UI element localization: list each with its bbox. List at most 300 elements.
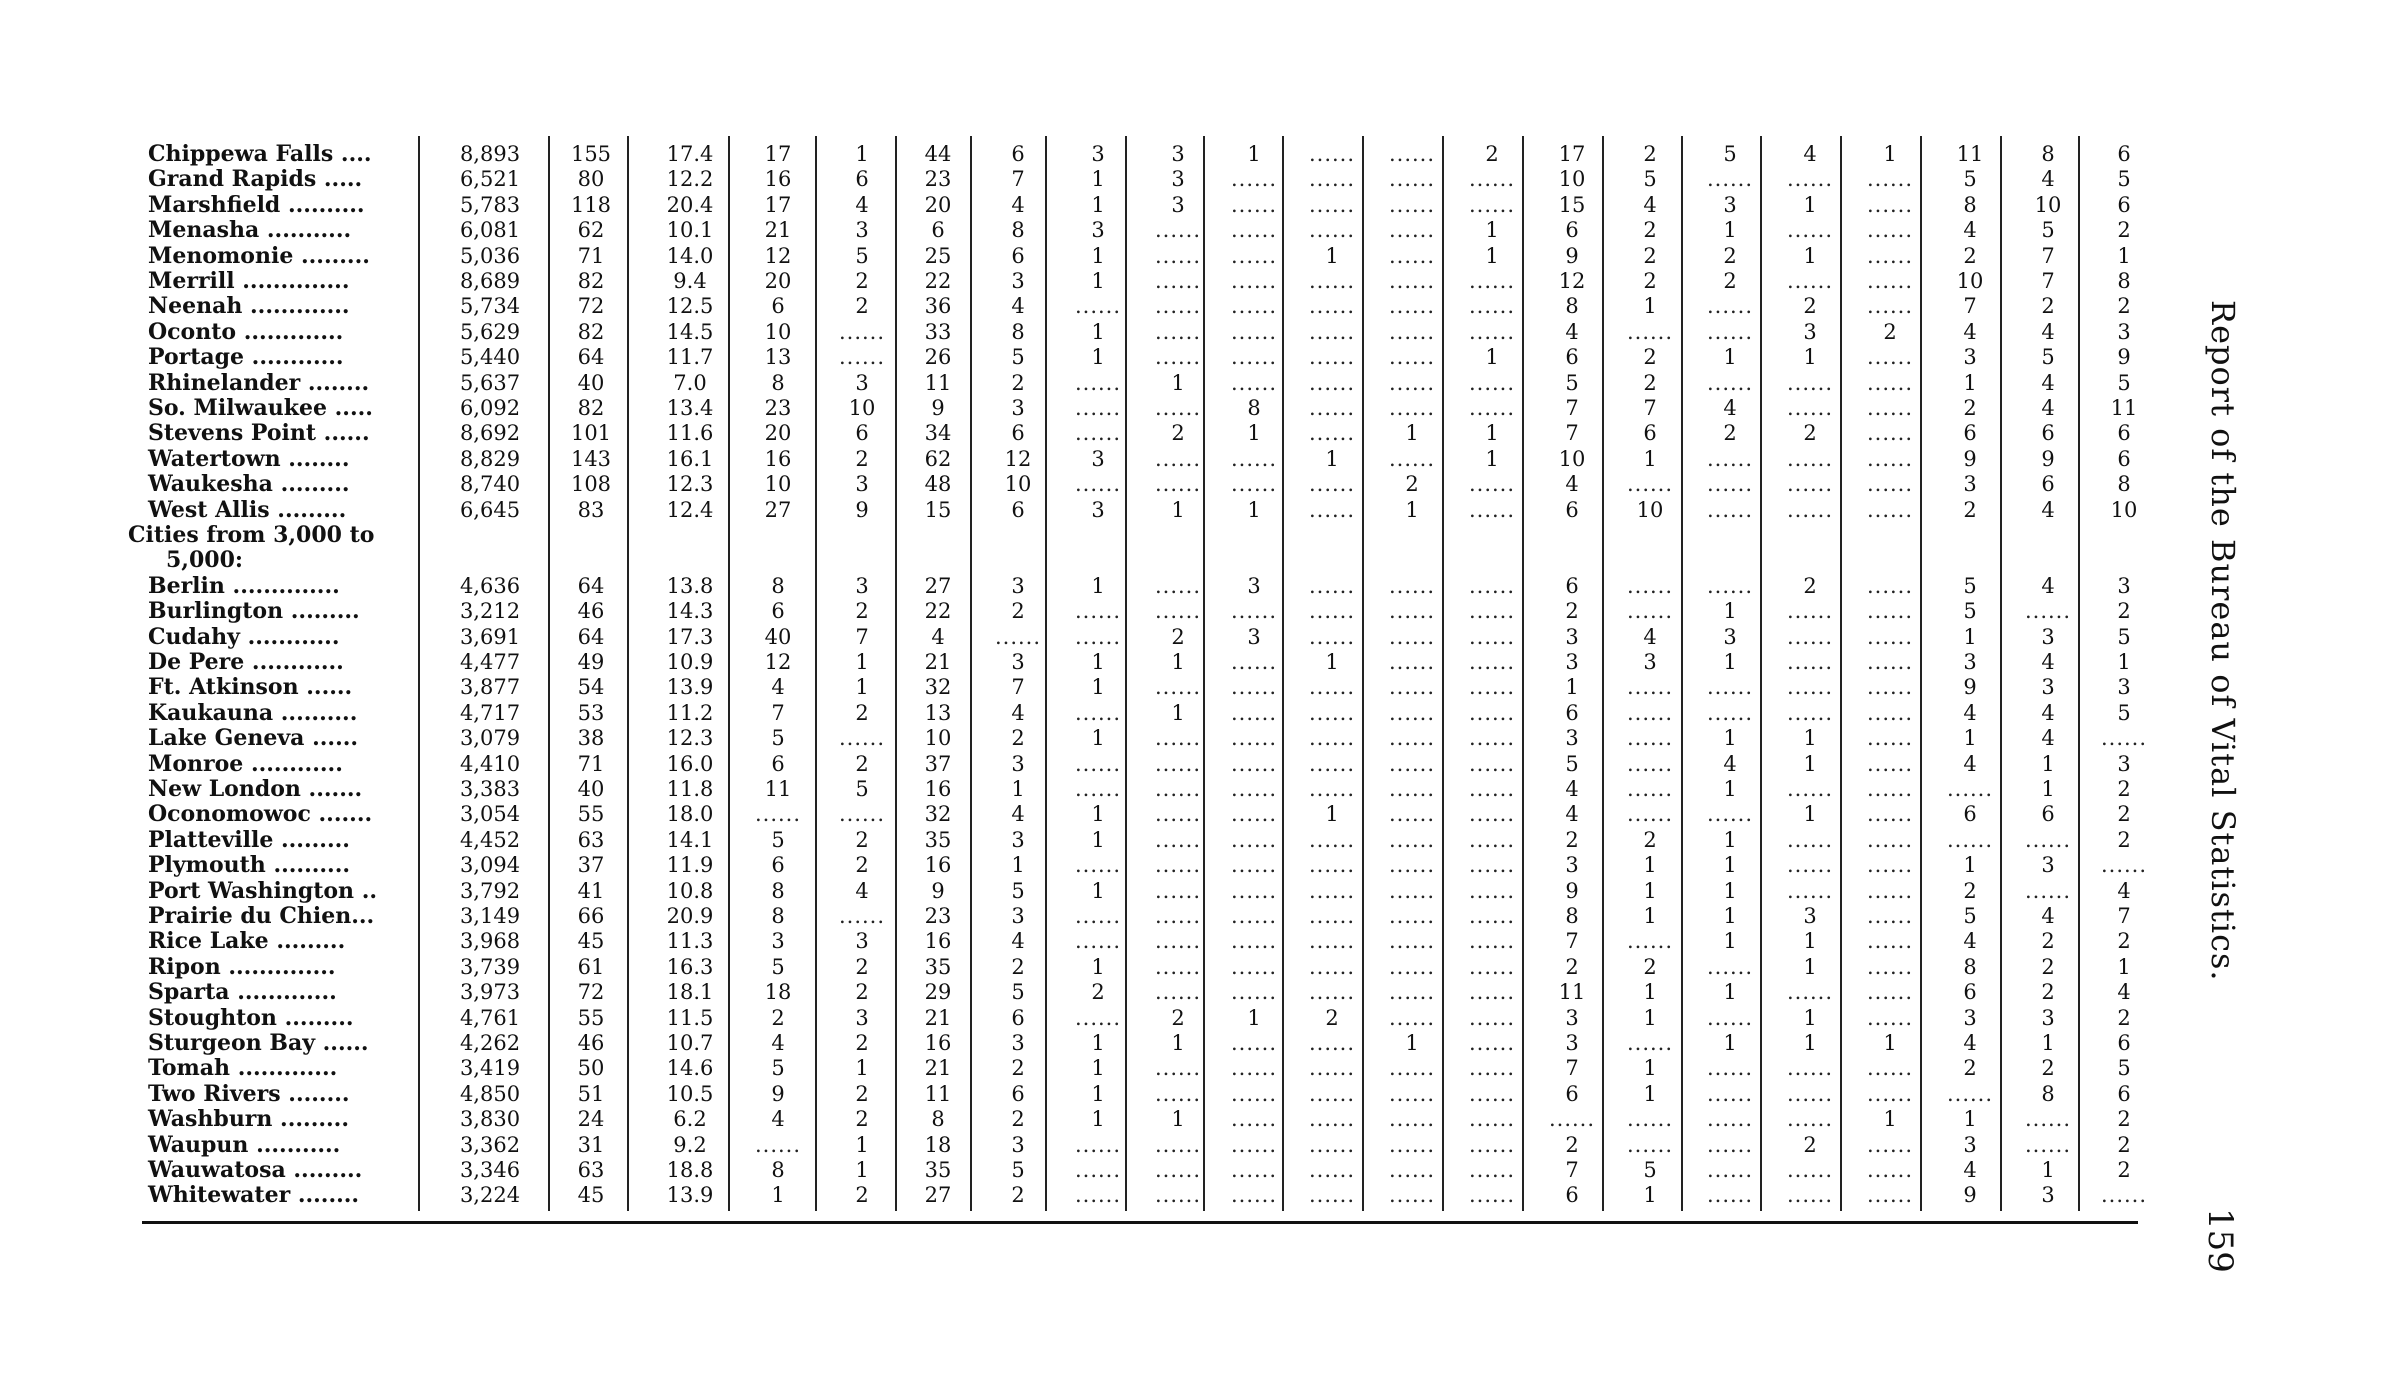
table-cell: 37 [924, 751, 952, 776]
table-cell: 72 [577, 294, 605, 319]
table-cell: 1 [1643, 1081, 1657, 1106]
table-cell: ...... [1308, 1183, 1356, 1208]
table-cell: ...... [1230, 700, 1278, 725]
table-cell: 4 [1011, 929, 1025, 954]
table-cell: ...... [838, 319, 886, 344]
table-cell: 1 [1803, 192, 1817, 217]
table-cell: 6 [1011, 1005, 1025, 1030]
table-cell: 6 [1565, 497, 1579, 522]
table-cell: ...... [1706, 1081, 1754, 1106]
table-cell: ...... [1388, 700, 1436, 725]
table-cell: 3 [2117, 751, 2131, 776]
row-city-name: Whitewater ........ [148, 1182, 360, 1209]
table-cell: 3,830 [459, 1107, 521, 1132]
table-cell: 13.9 [666, 675, 714, 700]
table-cell: 32 [924, 802, 952, 827]
table-cell: 21 [924, 650, 952, 674]
table-cell: 1 [1171, 1107, 1185, 1132]
table-cell: 6 [2117, 142, 2131, 166]
table-cell: 8 [771, 370, 785, 395]
table-cell: 16 [924, 853, 952, 878]
table-cell: ...... [1308, 472, 1356, 497]
table-cell: ...... [1706, 802, 1754, 827]
table-cell: 2 [1011, 954, 1025, 979]
table-cell: 9 [931, 396, 945, 420]
table-cell: 3 [1011, 269, 1025, 293]
table-cell: ...... [1626, 700, 1674, 725]
table-cell: ...... [1308, 878, 1356, 903]
table-cell: ...... [1074, 777, 1122, 801]
table-cell: 4 [1565, 472, 1579, 497]
table-cell: 41 [577, 878, 605, 903]
column-rule [728, 136, 730, 1211]
table-cell: 3 [1011, 827, 1025, 852]
table-cell: ...... [1866, 345, 1914, 370]
table-cell: 4 [1963, 929, 1977, 954]
table-cell: ...... [1308, 1056, 1356, 1081]
table-cell: 6.2 [673, 1107, 707, 1132]
row-city-name: Portage ............ [148, 344, 344, 371]
table-cell: ...... [1230, 472, 1278, 497]
table-cell: ...... [1230, 777, 1278, 801]
table-cell: 2 [2117, 218, 2131, 243]
table-cell: 1 [1171, 497, 1185, 522]
row-city-name: New London ....... [148, 776, 363, 802]
table-cell: 5 [2041, 218, 2055, 243]
table-cell: 51 [577, 1081, 605, 1106]
table-cell: 155 [570, 142, 612, 166]
row-city-name: Wauwatosa ......... [148, 1157, 363, 1183]
table-cell: 5 [2117, 1056, 2131, 1081]
table-cell: 9 [1963, 446, 1977, 471]
table-cell: 1 [1723, 650, 1737, 674]
table-cell: 6 [1011, 243, 1025, 268]
table-cell: 2 [855, 1107, 869, 1132]
table-cell: 38 [577, 726, 605, 751]
table-cell: 17 [764, 192, 792, 217]
table-cell: 13.8 [666, 573, 714, 598]
table-cell: 3,054 [459, 802, 521, 827]
table-cell: 16 [924, 777, 952, 801]
table-cell: ...... [1388, 878, 1436, 903]
table-cell: 2 [1011, 370, 1025, 395]
table-cell: 49 [577, 650, 605, 674]
table-cell: ...... [1706, 319, 1754, 344]
table-cell: 3,691 [459, 624, 521, 649]
table-cell: ...... [1154, 573, 1202, 598]
table-cell: ...... [1074, 700, 1122, 725]
table-cell: ...... [1786, 1107, 1834, 1132]
table-cell: 3 [1643, 650, 1657, 674]
table-cell: 12.3 [666, 726, 714, 751]
table-cell: 2 [2117, 1005, 2131, 1030]
table-cell: ...... [1866, 269, 1914, 293]
table-cell: 3 [2117, 573, 2131, 598]
table-cell: 2 [1643, 370, 1657, 395]
table-cell: ...... [754, 1132, 802, 1157]
table-cell: 9 [2041, 446, 2055, 471]
table-cell: ...... [1468, 904, 1516, 928]
table-cell: 1 [1643, 980, 1657, 1005]
table-cell: 7 [855, 624, 869, 649]
table-cell: 13 [924, 700, 952, 725]
table-cell: ...... [1468, 929, 1516, 954]
table-cell: 4 [1803, 142, 1817, 166]
table-cell: ...... [1468, 167, 1516, 192]
table-cell: 9 [771, 1081, 785, 1106]
table-cell: 1 [1723, 827, 1737, 852]
table-cell: 27 [764, 497, 792, 522]
table-cell: 6 [1565, 218, 1579, 243]
table-cell: 16 [764, 167, 792, 192]
table-cell: 1 [1091, 345, 1105, 370]
table-cell: 50 [577, 1056, 605, 1081]
table-cell: 2 [1011, 1107, 1025, 1132]
table-cell: ...... [1866, 370, 1914, 395]
table-cell: 16.3 [666, 954, 714, 979]
table-cell: ...... [1230, 650, 1278, 674]
table-cell: 8 [2041, 1081, 2055, 1106]
table-cell: ...... [1866, 904, 1914, 928]
table-cell: ...... [1468, 878, 1516, 903]
row-city-name: De Pere ............ [148, 649, 344, 675]
table-cell: 3,149 [459, 904, 521, 928]
table-cell: 6 [1565, 1183, 1579, 1208]
table-cell: 1 [1643, 294, 1657, 319]
table-cell: ...... [1230, 929, 1278, 954]
table-cell: 3 [1565, 1005, 1579, 1030]
bottom-rule [142, 1221, 2138, 1224]
table-cell: 4,452 [459, 827, 521, 852]
table-cell: 4,410 [459, 751, 521, 776]
table-cell: ...... [1706, 675, 1754, 700]
table-cell: 8 [771, 878, 785, 903]
table-cell: 72 [577, 980, 605, 1005]
table-cell: ...... [1388, 370, 1436, 395]
table-cell: 10 [848, 396, 876, 420]
table-cell: ...... [1706, 573, 1754, 598]
table-cell: ...... [1786, 396, 1834, 420]
row-city-name: Cudahy ............ [148, 623, 340, 650]
table-cell: ...... [1388, 624, 1436, 649]
table-cell: 3 [1963, 650, 1977, 674]
table-cell: ...... [1388, 675, 1436, 700]
table-cell: 3,224 [459, 1183, 521, 1208]
section-header: Cities from 3,000 to [128, 522, 375, 548]
column-rule [1203, 136, 1205, 1211]
table-cell: 3,346 [459, 1158, 521, 1182]
table-cell: 1 [1963, 624, 1977, 649]
table-cell: ...... [1230, 675, 1278, 700]
table-cell: ...... [1388, 1158, 1436, 1182]
table-cell: 14.3 [666, 599, 714, 624]
table-cell: ...... [1308, 700, 1356, 725]
table-cell: ...... [1786, 777, 1834, 801]
table-cell: ...... [1946, 777, 1994, 801]
table-cell: 3 [2041, 853, 2055, 878]
table-cell: 10 [1558, 167, 1586, 192]
table-cell: 16 [764, 446, 792, 471]
table-cell: 1 [1485, 243, 1499, 268]
table-cell: 6 [771, 751, 785, 776]
table-cell: ...... [1230, 980, 1278, 1005]
table-cell: 1 [1091, 726, 1105, 751]
table-cell: ...... [1230, 751, 1278, 776]
table-cell: ...... [1786, 980, 1834, 1005]
table-cell: ...... [1308, 675, 1356, 700]
table-cell: 1 [1247, 142, 1261, 166]
table-cell: ...... [2100, 853, 2148, 878]
table-cell: 2 [1643, 243, 1657, 268]
table-cell: 14.5 [666, 319, 714, 344]
row-city-name: Ft. Atkinson ...... [148, 674, 353, 701]
table-cell: 1 [1091, 1081, 1105, 1106]
table-cell: ...... [1074, 751, 1122, 776]
table-cell: 55 [577, 1005, 605, 1030]
table-cell: 1 [1803, 243, 1817, 268]
table-cell: 3,212 [459, 599, 521, 624]
table-cell: 4 [771, 675, 785, 700]
column-rule [1840, 136, 1842, 1211]
table-cell: 3 [1565, 624, 1579, 649]
table-cell: 10.7 [666, 1031, 714, 1055]
table-cell: 22 [924, 269, 952, 293]
table-cell: 4 [1565, 802, 1579, 827]
table-cell: ...... [1786, 599, 1834, 624]
table-cell: ...... [1866, 396, 1914, 420]
table-cell: 1 [2117, 650, 2131, 674]
table-cell: 3 [1091, 218, 1105, 243]
table-cell: ...... [1388, 142, 1436, 166]
table-cell: 8 [771, 904, 785, 928]
table-cell: ...... [1626, 599, 1674, 624]
table-cell: 1 [1643, 1005, 1657, 1030]
table-cell: 1 [1643, 446, 1657, 471]
table-cell: ...... [1866, 853, 1914, 878]
table-cell: 3,877 [459, 675, 521, 700]
table-cell: ...... [1468, 370, 1516, 395]
table-cell: 1 [1091, 675, 1105, 700]
table-cell: ...... [1786, 446, 1834, 471]
table-cell: 2 [1883, 319, 1897, 344]
table-cell: ...... [1468, 396, 1516, 420]
table-cell: 1 [1091, 1031, 1105, 1055]
table-cell: 1 [1171, 700, 1185, 725]
table-cell: 2 [855, 599, 869, 624]
table-cell: 3 [1565, 650, 1579, 674]
table-cell: ...... [1468, 624, 1516, 649]
table-cell: 2 [855, 1031, 869, 1055]
table-cell: 1 [1803, 929, 1817, 954]
table-cell: ...... [1866, 929, 1914, 954]
table-cell: ...... [838, 802, 886, 827]
table-cell: ...... [1866, 446, 1914, 471]
table-cell: 64 [577, 624, 605, 649]
table-cell: 2 [1565, 954, 1579, 979]
table-cell: 11.6 [666, 421, 714, 446]
table-cell: 10 [1004, 472, 1032, 497]
row-city-name: Marshfield .......... [148, 191, 365, 218]
table-cell: 2 [1325, 1005, 1339, 1030]
table-cell: 5 [1011, 1158, 1025, 1182]
table-cell: 1 [1723, 929, 1737, 954]
table-cell: ...... [1388, 827, 1436, 852]
table-cell: 6 [1011, 421, 1025, 446]
table-cell: 40 [764, 624, 792, 649]
table-cell: 6,092 [459, 396, 521, 420]
table-cell: ...... [1786, 700, 1834, 725]
table-cell: 33 [924, 319, 952, 344]
table-cell: 2 [2041, 954, 2055, 979]
table-cell: 4 [1963, 1158, 1977, 1182]
table-cell: 7 [1565, 1056, 1579, 1081]
table-cell: 1 [1325, 243, 1339, 268]
table-cell: ...... [2024, 878, 2072, 903]
table-cell: ...... [1230, 294, 1278, 319]
table-cell: 6 [771, 294, 785, 319]
table-cell: 3 [1011, 1031, 1025, 1055]
table-cell: ...... [1154, 853, 1202, 878]
table-cell: 4,636 [459, 573, 521, 598]
table-cell: ...... [1388, 573, 1436, 598]
row-city-name: Merrill .............. [148, 268, 350, 294]
table-cell: 3 [1963, 1005, 1977, 1030]
table-cell: ...... [1866, 472, 1914, 497]
table-cell: 44 [924, 142, 952, 166]
table-cell: 2 [1723, 421, 1737, 446]
table-cell: 1 [1405, 497, 1419, 522]
table-cell: ...... [1154, 904, 1202, 928]
table-cell: ...... [1866, 1005, 1914, 1030]
table-cell: ...... [1074, 599, 1122, 624]
table-cell: ...... [1154, 269, 1202, 293]
table-cell: 1 [1963, 726, 1977, 751]
table-cell: 5 [771, 827, 785, 852]
page-number: 159 [2200, 1208, 2240, 1273]
table-cell: 4 [1011, 802, 1025, 827]
table-cell: ...... [1154, 954, 1202, 979]
row-city-name: Oconomowoc ....... [148, 801, 373, 828]
table-cell: ...... [1866, 192, 1914, 217]
table-cell: ...... [838, 345, 886, 370]
table-cell: ...... [1626, 929, 1674, 954]
table-cell: ...... [1706, 370, 1754, 395]
table-cell: 4,761 [459, 1005, 521, 1030]
table-cell: 1 [1723, 345, 1737, 370]
table-cell: 2 [1723, 269, 1737, 293]
table-cell: 9 [2117, 345, 2131, 370]
table-cell: ...... [1866, 167, 1914, 192]
table-cell: ...... [1626, 1107, 1674, 1132]
table-cell: 3,973 [459, 980, 521, 1005]
table-cell: 8 [2041, 142, 2055, 166]
table-cell: 71 [577, 751, 605, 776]
table-cell: 11 [2110, 396, 2138, 420]
table-cell: 2 [1963, 497, 1977, 522]
table-cell: ...... [1468, 1005, 1516, 1030]
table-cell: ...... [1706, 446, 1754, 471]
table-cell: 101 [570, 421, 612, 446]
table-cell: 11 [924, 1081, 952, 1106]
table-cell: 4 [1963, 319, 1977, 344]
table-cell: 2 [1723, 243, 1737, 268]
table-cell: 7 [1565, 396, 1579, 420]
table-cell: ...... [1074, 1183, 1122, 1208]
table-cell: 16 [924, 1031, 952, 1055]
table-cell: 2 [1803, 421, 1817, 446]
table-cell: 1 [1325, 650, 1339, 674]
table-cell: ...... [1154, 1158, 1202, 1182]
table-cell: 2 [855, 269, 869, 293]
table-cell: 5,637 [459, 370, 521, 395]
table-cell: ...... [1388, 726, 1436, 751]
table-cell: 3 [1723, 192, 1737, 217]
table-cell: 16 [924, 929, 952, 954]
table-cell: ...... [1154, 726, 1202, 751]
table-cell: ...... [1308, 167, 1356, 192]
table-cell: 1 [1723, 904, 1737, 928]
table-cell: 8,692 [459, 421, 521, 446]
table-cell: 3,419 [459, 1056, 521, 1081]
table-cell: 3 [1171, 167, 1185, 192]
table-cell: 2 [1171, 1005, 1185, 1030]
table-cell: 1 [1723, 980, 1737, 1005]
table-cell: 82 [577, 319, 605, 344]
table-cell: 1 [2117, 243, 2131, 268]
table-cell: 8 [1963, 192, 1977, 217]
table-cell: 2 [1011, 1183, 1025, 1208]
table-cell: 5 [2117, 370, 2131, 395]
table-cell: 4 [1963, 218, 1977, 243]
table-cell: ...... [1308, 929, 1356, 954]
table-cell: 6 [855, 167, 869, 192]
table-cell: 2 [855, 827, 869, 852]
table-cell: ...... [1468, 1158, 1516, 1182]
table-cell: 80 [577, 167, 605, 192]
table-cell: 6 [771, 599, 785, 624]
table-cell: ...... [1230, 370, 1278, 395]
table-cell: ...... [1866, 675, 1914, 700]
table-cell: 18.1 [666, 980, 714, 1005]
table-cell: ...... [1468, 675, 1516, 700]
table-cell: ...... [1230, 1132, 1278, 1157]
table-cell: 2 [2117, 599, 2131, 624]
table-cell: 5 [855, 243, 869, 268]
table-cell: 62 [577, 218, 605, 243]
table-cell: 2 [1171, 421, 1185, 446]
table-cell: 2 [2041, 980, 2055, 1005]
table-cell: 6,521 [459, 167, 521, 192]
table-cell: ...... [1388, 345, 1436, 370]
table-cell: 3,739 [459, 954, 521, 979]
row-city-name: Port Washington .. [148, 877, 378, 904]
table-cell: 17 [764, 142, 792, 166]
table-cell: 11 [1558, 980, 1586, 1005]
table-cell: 8,740 [459, 472, 521, 497]
table-cell: ...... [1468, 192, 1516, 217]
column-rule [548, 136, 550, 1211]
table-cell: 6 [1963, 980, 1977, 1005]
table-cell: 4,477 [459, 650, 521, 674]
table-cell: ...... [1866, 1158, 1914, 1182]
table-cell: ...... [1388, 904, 1436, 928]
table-cell: 46 [577, 599, 605, 624]
table-cell: 1 [1405, 1031, 1419, 1055]
table-cell: ...... [1786, 370, 1834, 395]
table-cell: 4 [1011, 294, 1025, 319]
table-cell: 6 [1011, 1081, 1025, 1106]
table-cell: 1 [855, 1056, 869, 1081]
